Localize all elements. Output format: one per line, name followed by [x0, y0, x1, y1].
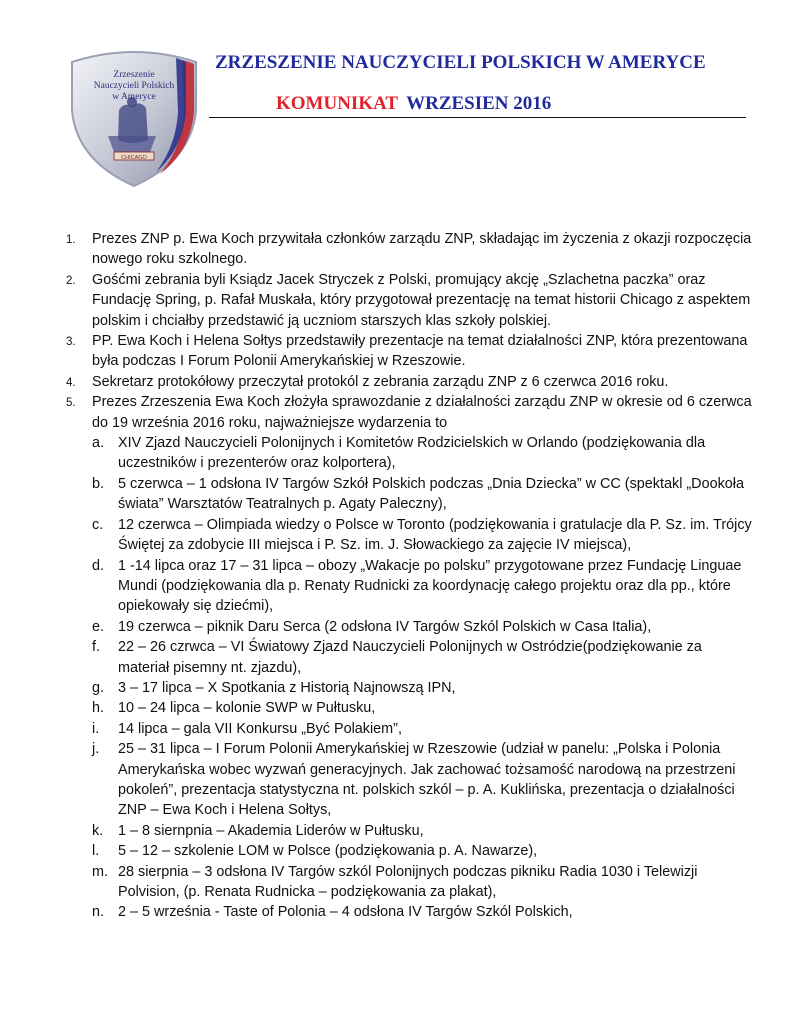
sublist-item-letter: j. — [92, 741, 100, 758]
sublist-item — [92, 637, 756, 678]
sublist-item — [92, 821, 756, 841]
logo-text-line-2: Nauczycieli Polskich — [93, 81, 175, 91]
list-item-text: Sekretarz protokółowy przeczytał protokól z zebrania zarządu ZNP z 6 czerwca 2016 roku. — [92, 373, 669, 390]
list-item — [66, 229, 756, 270]
sublist-item-letter: d. — [92, 557, 105, 574]
list-item — [66, 372, 756, 392]
list-item-number: 2. — [66, 274, 76, 287]
sublist-item — [92, 739, 756, 821]
sublist-item-letter: k. — [92, 822, 104, 839]
sublist-item — [92, 841, 756, 861]
sublist-item — [92, 678, 756, 698]
header-divider — [209, 117, 746, 118]
sublist-item-letter: i. — [92, 720, 100, 737]
komunikat-label: KOMUNIKAT — [276, 93, 399, 114]
sublist-item-text: 5 – 12 – szkolenie LOM w Polsce (podziękowania p. A. Nawarze), — [118, 843, 538, 860]
sublist-item — [92, 515, 756, 556]
sublist-item-text: 3 – 17 lipca – X Spotkania z Historią Najnowszą IPN, — [118, 679, 456, 696]
list-item-text: Gośćmi zebrania byli Ksiądz Jacek Stryczek z Polski, promujący akcję „Szlachetna paczka” oraz Fundację Spring, p. Rafał Muskała, który przygotował prezentację na temat historii Chicago z aspektem polskim i chciałby przedstawić ją uczniom starszych klas szkoły polskiej. — [92, 271, 751, 329]
list-item-number: 3. — [66, 336, 76, 349]
sublist-item-text: 1 – 8 siernpnia – Akademia Liderów w Pułtusku, — [118, 822, 424, 839]
list-item-number: 5. — [66, 397, 76, 410]
logo-text-line-3: w Ameryce — [112, 92, 156, 102]
logo-text-line-1: Zrzeszenie — [113, 70, 155, 80]
sublist-item — [92, 617, 756, 637]
sublist-item-text: 2 – 5 września - Taste of Polonia – 4 odsłona IV Targów Szkól Polskich, — [118, 904, 573, 921]
sublist-item-text: 12 czerwca – Olimpiada wiedzy o Polsce w Toronto (podziękowania i gratulacje dla P. Sz. im. Trójcy Świętej za zdobycie III miejsca i P. Sz. im. J. Słowackiego za zajęcie IV miejsca), — [118, 516, 752, 554]
logo-text — [64, 70, 204, 103]
sublist-item — [92, 719, 756, 739]
sublist-item-letter: g. — [92, 679, 105, 696]
sublist-item — [92, 902, 756, 922]
sublist-item-text: 19 czerwca – piknik Daru Serca (2 odsłona IV Targów Szkól Polskich w Casa Italia), — [118, 618, 652, 635]
sublist-item-letter: e. — [92, 618, 105, 635]
sublist-item-letter: b. — [92, 475, 105, 492]
sublist-item — [92, 698, 756, 718]
sublist-item-text: 10 – 24 lipca – kolonie SWP w Pułtusku, — [118, 700, 376, 717]
sublist-item-letter: h. — [92, 700, 105, 717]
sublist-item-letter: n. — [92, 904, 105, 921]
sublist-item-text: 22 – 26 czrwca – VI Światowy Zjazd Nauczycieli Polonijnych w Ostródzie(podziękowanie za materiał pisemny nt. zjazdu), — [118, 639, 702, 676]
sublist-item-text: XIV Zjazd Nauczycieli Polonijnych i Komitetów Rodzicielskich w Orlando (podziękowania dla uczestników i prezenterów oraz kolportera), — [118, 435, 706, 472]
znp-logo — [64, 40, 204, 190]
list-item-number: 4. — [66, 376, 76, 389]
list-item-text: PP. Ewa Koch i Helena Sołtys przedstawiły prezentacje na temat działalności ZNP, która prezentowana była podczas I Forum Polonii Amerykańskiej w Rzeszowie. — [92, 333, 748, 370]
sublist-item-letter: m. — [92, 863, 108, 880]
sublist-item-text: 25 – 31 lipca – I Forum Polonii Amerykańskiej w Rzeszowie (udział w panelu: „Polska i Polonia Amerykańska wobec wyzwań generacyjnych. Jak zachować tożsamość narodową na przestrzeni pokoleń”, prezentacja statystyczna nt. polskich szkól – p. A. Kuklińska, prezentacja o działalności ZNP – Ewa Koch i Helena Sołtys, — [118, 741, 736, 819]
sublist-item-text: 14 lipca – gala VII Konkursu „Być Polakiem”, — [118, 720, 402, 737]
event-sublist — [92, 433, 756, 923]
sublist-item — [92, 862, 756, 903]
komunikat-date: WRZESIEN 2016 — [406, 93, 552, 114]
organization-title: ZRZESZENIE NAUCZYCIELI POLSKICH W AMERYCE — [215, 52, 706, 73]
shield-emblem-icon — [64, 40, 204, 190]
list-item — [66, 331, 756, 372]
sublist-item-letter: a. — [92, 435, 105, 452]
sublist-item-letter: l. — [92, 843, 100, 860]
bulletin-heading — [276, 93, 551, 115]
sublist-item-text: 5 czerwca – 1 odsłona IV Targów Szkół Polskich podczas „Dnia Dziecka” w CC (spektakl „Dookoła świata” Warsztatów Teatralnych p. Agaty Paleczny), — [118, 475, 744, 513]
sublist-item — [92, 433, 756, 474]
sublist-item — [92, 556, 756, 617]
list-item-text: Prezes ZNP p. Ewa Koch przywitała członków zarządu ZNP, składając im życzenia z okazji rozpoczęcia nowego roku szkolnego. — [92, 231, 752, 268]
list-item-text: Prezes Zrzeszenia Ewa Koch złożyła sprawozdanie z działalności zarządu ZNP w okresie od 6 czerwca do 19 września 2016 roku, najważniejsze wydarzenia to — [92, 394, 752, 431]
sublist-item-letter: c. — [92, 516, 104, 533]
sublist-item-text: 1 -14 lipca oraz 17 – 31 lipca – obozy „Wakacje po polsku” przygotowane przez Fundację Linguae Mundi (podziękowania dla p. Renaty Rudnicki za koordynację całego projektu oraz dla pp., które opiekowały się dziećmi), — [118, 557, 742, 615]
list-item — [66, 392, 756, 923]
sublist-item — [92, 474, 756, 515]
minutes-list — [66, 229, 756, 923]
sublist-item-text: 28 sierpnia – 3 odsłona IV Targów szkól Polonijnych podczas pikniku Radia 1030 i Telewizji Polvision, (p. Renata Rudnicka – podziękowania za plakat), — [118, 863, 698, 900]
sublist-item-letter: f. — [92, 639, 100, 656]
list-item-number: 1. — [66, 234, 76, 246]
logo-city: CHICAGO — [121, 155, 147, 161]
list-item — [66, 270, 756, 331]
